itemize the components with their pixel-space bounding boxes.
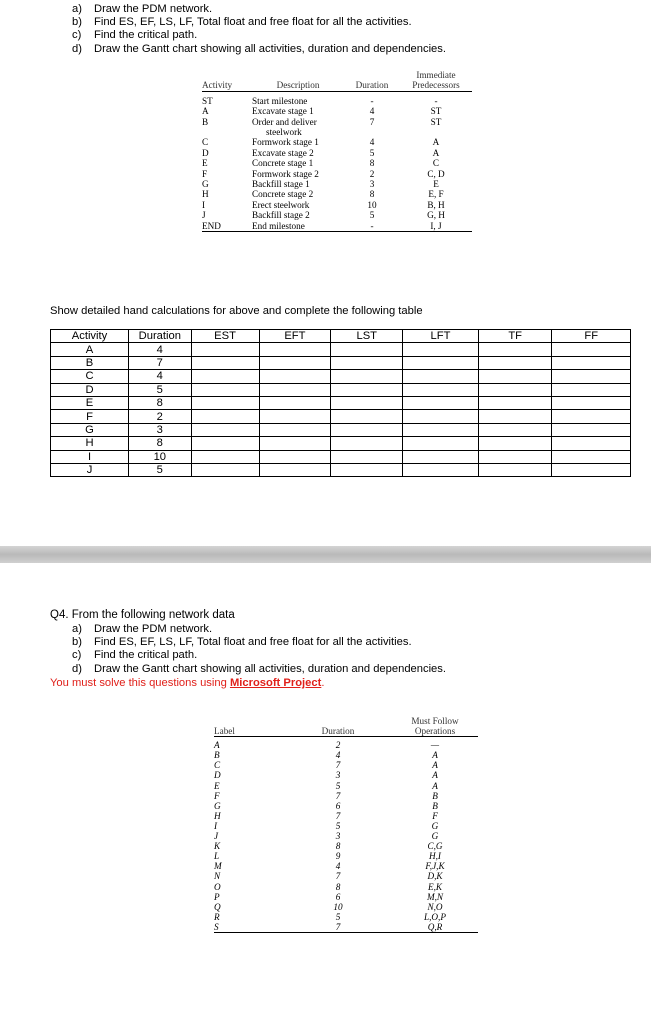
- calc-lst-cell[interactable]: [331, 410, 403, 423]
- cell-follow: D,K: [427, 871, 443, 882]
- cell-activity: D: [202, 147, 209, 158]
- calc-row: [51, 437, 631, 450]
- calc-ff-cell[interactable]: [552, 343, 631, 356]
- calc-eft-cell[interactable]: [259, 423, 331, 436]
- cell-duration: 5: [335, 911, 341, 922]
- cell-duration: 7: [284, 922, 392, 933]
- table-row: [202, 221, 472, 232]
- calc-row: [51, 383, 631, 396]
- cell-activity: C: [202, 137, 209, 148]
- cell-duration: 5: [369, 147, 375, 158]
- cell-duration: 8: [335, 841, 341, 852]
- calc-lst-cell[interactable]: [331, 343, 403, 356]
- cell-pred: G, H: [427, 210, 445, 221]
- cell-activity: G: [202, 179, 209, 190]
- calc-header-duration: Duration: [129, 330, 192, 343]
- cell-description: Backfill stage 2: [252, 210, 310, 221]
- q3-activity-table: [202, 70, 472, 232]
- cell-description: Concrete stage 2: [252, 189, 314, 200]
- calc-ff-cell[interactable]: [552, 450, 631, 463]
- table-row: [214, 871, 478, 881]
- header-description: Description: [252, 70, 344, 91]
- table-row: [214, 770, 478, 780]
- cell-follow: M,N: [426, 891, 444, 902]
- cell-duration: 8: [369, 189, 375, 200]
- table-row: [214, 851, 478, 861]
- table-row: [214, 912, 478, 922]
- calc-activity: C: [51, 370, 129, 383]
- calc-lft-cell[interactable]: [403, 410, 479, 423]
- table-row: [202, 117, 472, 127]
- calc-header-eft: EFT: [259, 330, 331, 343]
- calc-activity: I: [51, 450, 129, 463]
- cell-duration: 5: [369, 210, 375, 221]
- calc-eft-cell[interactable]: [259, 356, 331, 369]
- calc-est-cell[interactable]: [191, 396, 259, 409]
- header-predecessors: Immediate Predecessors: [400, 70, 472, 91]
- calc-header-tf: TF: [478, 330, 552, 343]
- cell-follow: L,O,P: [424, 911, 446, 922]
- cell-duration: 10: [333, 901, 343, 912]
- cell-duration: 4: [335, 861, 341, 872]
- cell-pred: B, H: [427, 199, 445, 210]
- calc-row: [51, 396, 631, 409]
- cell-pred: [400, 127, 472, 137]
- table-row: [202, 169, 472, 179]
- cell-duration: -: [370, 95, 374, 106]
- calc-tf-cell[interactable]: [478, 370, 552, 383]
- calc-tf-cell[interactable]: [478, 423, 552, 436]
- table-row: [202, 106, 472, 116]
- table-row: [202, 179, 472, 189]
- table-row: [214, 922, 478, 933]
- cell-pred: -: [434, 95, 438, 106]
- cell-duration: 9: [335, 851, 341, 862]
- cell-duration: 7: [335, 810, 341, 821]
- task-marker: c): [72, 649, 82, 662]
- cell-description: Formwork stage 1: [252, 137, 319, 148]
- cell-label: O: [214, 881, 221, 892]
- cell-label: S: [214, 922, 284, 933]
- task-item: [72, 29, 446, 42]
- calc-header-lst: LST: [331, 330, 403, 343]
- q3-task-list: [72, 3, 446, 56]
- header-activity: Activity: [202, 70, 252, 91]
- cell-description: Backfill stage 1: [252, 179, 310, 190]
- calc-activity: D: [51, 383, 129, 396]
- table-row: [202, 137, 472, 147]
- calc-ff-cell[interactable]: [552, 437, 631, 450]
- calc-lft-cell[interactable]: [403, 423, 479, 436]
- cell-follow: A: [432, 770, 438, 781]
- instruction-text: Show detailed hand calculations for above and complete the following table: [50, 305, 423, 317]
- cell-duration: 6: [335, 800, 341, 811]
- cell-label: H: [214, 810, 221, 821]
- cell-pred: E: [433, 179, 439, 190]
- calc-header-lft: LFT: [403, 330, 479, 343]
- calc-lst-cell[interactable]: [331, 383, 403, 396]
- table-row: [202, 127, 472, 137]
- table-row: [202, 148, 472, 158]
- cell-pred: C, D: [427, 168, 445, 179]
- calc-eft-cell[interactable]: [259, 450, 331, 463]
- cell-pred: ST: [430, 106, 442, 117]
- task-text: Draw the Gantt chart showing all activities, duration and dependencies.: [94, 662, 446, 675]
- task-marker: d): [72, 42, 82, 55]
- calc-est-cell[interactable]: [191, 383, 259, 396]
- calc-duration: 5: [129, 383, 192, 396]
- table-row: [214, 811, 478, 821]
- header-duration: Duration: [284, 716, 392, 737]
- calc-duration: 4: [129, 370, 192, 383]
- calc-ff-cell[interactable]: [552, 383, 631, 396]
- calc-tf-cell[interactable]: [478, 450, 552, 463]
- cell-description: Excavate stage 2: [252, 147, 314, 158]
- cell-duration: 10: [367, 199, 377, 210]
- calc-header-est: EST: [191, 330, 259, 343]
- cell-pred: E, F: [428, 189, 444, 200]
- calc-est-cell[interactable]: [191, 450, 259, 463]
- calc-ff-cell[interactable]: [552, 370, 631, 383]
- task-text: Draw the PDM network.: [94, 3, 213, 15]
- calc-ff-cell[interactable]: [552, 410, 631, 423]
- cell-duration: 4: [369, 106, 375, 117]
- calc-tf-cell[interactable]: [478, 437, 552, 450]
- cell-label: F: [214, 790, 220, 801]
- calc-activity: E: [51, 396, 129, 409]
- cell-duration: 3: [335, 831, 341, 842]
- cell-pred: A: [432, 147, 440, 158]
- calc-duration: 8: [129, 396, 192, 409]
- cell-activity: A: [202, 106, 209, 117]
- cell-description: Excavate stage 1: [252, 106, 314, 117]
- cell-follow: A: [432, 780, 438, 791]
- calc-tf-cell[interactable]: [478, 383, 552, 396]
- calc-duration: 7: [129, 356, 192, 369]
- header-must-follow: Must Follow Operations: [392, 716, 478, 737]
- calc-tf-cell[interactable]: [478, 463, 552, 476]
- cell-label: G: [214, 800, 221, 811]
- cell-label: L: [214, 851, 220, 862]
- cell-activity: ST: [202, 95, 213, 106]
- calc-header-ff: FF: [552, 330, 631, 343]
- cell-pred: I, J: [400, 221, 472, 232]
- calc-tf-cell[interactable]: [478, 343, 552, 356]
- calc-duration: 10: [129, 450, 192, 463]
- calc-ff-cell[interactable]: [552, 423, 631, 436]
- calc-duration: 8: [129, 437, 192, 450]
- calc-lst-cell[interactable]: [331, 396, 403, 409]
- task-item: [72, 663, 446, 676]
- calc-activity: H: [51, 437, 129, 450]
- cell-description: Erect steelwork: [252, 199, 310, 210]
- cell-duration: -: [344, 221, 400, 232]
- calc-duration: 5: [129, 463, 192, 476]
- table-row: [202, 158, 472, 168]
- calc-ff-cell[interactable]: [552, 356, 631, 369]
- cell-activity: H: [202, 189, 209, 200]
- cell-follow: H,I: [429, 851, 441, 862]
- task-item: [72, 3, 446, 16]
- table-row: [202, 200, 472, 210]
- task-marker: b): [72, 636, 82, 649]
- cell-label: R: [214, 911, 220, 922]
- calc-lft-cell[interactable]: [403, 343, 479, 356]
- calc-eft-cell[interactable]: [259, 463, 331, 476]
- calc-est-cell[interactable]: [191, 343, 259, 356]
- task-text: Find the critical path.: [94, 649, 198, 662]
- table-row: [214, 861, 478, 871]
- cell-follow: F: [432, 810, 438, 821]
- cell-description: End milestone: [252, 221, 344, 232]
- q4-title: Q4. From the following network data: [50, 609, 235, 621]
- page-divider: [0, 546, 651, 563]
- calc-row: [51, 356, 631, 369]
- calc-lft-cell[interactable]: [403, 437, 479, 450]
- task-marker: c): [72, 29, 82, 42]
- cell-pred: ST: [430, 116, 442, 127]
- cell-duration: 7: [369, 116, 375, 127]
- task-marker: b): [72, 16, 82, 29]
- cell-follow: C,G: [427, 841, 443, 852]
- cell-description: steelwork: [266, 127, 302, 138]
- calc-eft-cell[interactable]: [259, 343, 331, 356]
- cell-pred: A: [432, 137, 440, 148]
- calc-eft-cell[interactable]: [259, 383, 331, 396]
- cell-duration: 2: [335, 740, 341, 751]
- q4-operations-table: [214, 716, 478, 933]
- calc-est-cell[interactable]: [191, 423, 259, 436]
- cell-label: A: [214, 740, 220, 751]
- task-item: [72, 649, 446, 662]
- cell-label: E: [214, 780, 220, 791]
- task-text: Find ES, EF, LS, LF, Total float and free float for all the activities.: [94, 16, 412, 29]
- cell-follow: B: [432, 800, 438, 811]
- table-row: [214, 760, 478, 770]
- table-row: [214, 892, 478, 902]
- calc-lst-cell[interactable]: [331, 463, 403, 476]
- calc-lft-cell[interactable]: [403, 383, 479, 396]
- calc-lst-cell[interactable]: [331, 437, 403, 450]
- task-marker: a): [72, 3, 82, 15]
- task-text: Draw the Gantt chart showing all activities, duration and dependencies.: [94, 42, 446, 55]
- task-item: [72, 16, 446, 29]
- calc-ff-cell[interactable]: [552, 396, 631, 409]
- cell-duration: 4: [335, 750, 341, 761]
- table-row: [214, 781, 478, 791]
- table-row: [214, 801, 478, 811]
- cell-duration: 8: [335, 881, 341, 892]
- calc-activity: B: [51, 356, 129, 369]
- table-row: [202, 189, 472, 199]
- task-text: Draw the PDM network.: [94, 623, 213, 635]
- table-row: [202, 91, 472, 106]
- cell-label: Q: [214, 901, 221, 912]
- table-row: [214, 902, 478, 912]
- cell-label: C: [214, 760, 221, 771]
- calc-header-activity: Activity: [51, 330, 129, 343]
- calc-activity: F: [51, 410, 129, 423]
- cell-pred: C: [432, 158, 440, 169]
- cell-label: P: [214, 891, 220, 902]
- cell-follow: G: [431, 831, 439, 842]
- calc-row: [51, 410, 631, 423]
- cell-activity: [202, 127, 252, 137]
- cell-duration: 7: [335, 871, 341, 882]
- calc-activity: A: [51, 343, 129, 356]
- cell-label: J: [214, 831, 219, 842]
- cell-duration: 7: [335, 790, 341, 801]
- calc-row: [51, 423, 631, 436]
- cell-duration: 8: [369, 158, 375, 169]
- cell-activity: I: [202, 199, 206, 210]
- calc-est-cell[interactable]: [191, 463, 259, 476]
- cell-duration: [344, 127, 400, 137]
- task-marker: a): [72, 623, 82, 635]
- calc-ff-cell[interactable]: [552, 463, 631, 476]
- cell-follow: N,O: [427, 901, 443, 912]
- calc-tf-cell[interactable]: [478, 410, 552, 423]
- q4-software-note: You must solve this questions using Microsoft Project.: [50, 677, 325, 689]
- calc-activity: G: [51, 423, 129, 436]
- calc-lft-cell[interactable]: [403, 356, 479, 369]
- table-row: [214, 882, 478, 892]
- table-row: [214, 750, 478, 760]
- cell-description: Concrete stage 1: [252, 158, 314, 169]
- cell-activity: J: [202, 210, 206, 221]
- calc-eft-cell[interactable]: [259, 396, 331, 409]
- cell-duration: 2: [369, 168, 375, 179]
- cell-activity: F: [202, 168, 208, 179]
- cell-label: D: [214, 770, 221, 781]
- cell-follow: G: [431, 820, 439, 831]
- calc-lst-cell[interactable]: [331, 450, 403, 463]
- cell-follow: B: [432, 790, 438, 801]
- calculation-table: [50, 329, 631, 477]
- calc-est-cell[interactable]: [191, 356, 259, 369]
- calc-row: [51, 343, 631, 356]
- cell-description: Start milestone: [252, 95, 308, 106]
- cell-duration: 7: [335, 760, 341, 771]
- task-text: Find ES, EF, LS, LF, Total float and free float for all the activities.: [94, 636, 412, 649]
- cell-label: M: [214, 861, 222, 872]
- calc-lft-cell[interactable]: [403, 463, 479, 476]
- cell-activity: END: [202, 221, 252, 232]
- calc-lst-cell[interactable]: [331, 370, 403, 383]
- calc-est-cell[interactable]: [191, 370, 259, 383]
- calc-lst-cell[interactable]: [331, 356, 403, 369]
- calc-lft-cell[interactable]: [403, 396, 479, 409]
- cell-label: I: [214, 820, 218, 831]
- table-row: [214, 841, 478, 851]
- cell-duration: 5: [335, 780, 341, 791]
- calc-est-cell[interactable]: [191, 410, 259, 423]
- table-row: [202, 210, 472, 220]
- calc-eft-cell[interactable]: [259, 410, 331, 423]
- calc-est-cell[interactable]: [191, 437, 259, 450]
- cell-follow: Q,R: [392, 922, 478, 933]
- calc-lft-cell[interactable]: [403, 450, 479, 463]
- cell-duration: 5: [335, 820, 341, 831]
- cell-activity: B: [202, 116, 209, 127]
- calc-eft-cell[interactable]: [259, 370, 331, 383]
- cell-follow: A: [432, 750, 438, 761]
- q4-task-list: [72, 623, 446, 676]
- calc-activity: J: [51, 463, 129, 476]
- cell-activity: E: [202, 158, 208, 169]
- table-row: [214, 821, 478, 831]
- calc-row: [51, 370, 631, 383]
- cell-duration: 4: [369, 137, 375, 148]
- cell-duration: 3: [369, 179, 375, 190]
- cell-duration: 3: [335, 770, 341, 781]
- cell-label: B: [214, 750, 220, 761]
- calc-row: [51, 463, 631, 476]
- calc-tf-cell[interactable]: [478, 356, 552, 369]
- calc-duration: 4: [129, 343, 192, 356]
- table-row: [214, 737, 478, 751]
- task-text: Find the critical path.: [94, 29, 198, 42]
- calc-duration: 3: [129, 423, 192, 436]
- cell-follow: F,J,K: [425, 861, 445, 872]
- microsoft-project-link[interactable]: Microsoft Project: [229, 677, 322, 689]
- cell-duration: 6: [335, 891, 341, 902]
- cell-label: K: [214, 841, 221, 852]
- task-item: [72, 623, 446, 636]
- cell-description: Formwork stage 2: [252, 168, 319, 179]
- task-item: [72, 636, 446, 649]
- cell-label: N: [214, 871, 221, 882]
- cell-description: Order and deliver: [252, 116, 317, 127]
- table-row: [214, 791, 478, 801]
- calc-lst-cell[interactable]: [331, 423, 403, 436]
- calc-lft-cell[interactable]: [403, 370, 479, 383]
- cell-follow: —: [430, 740, 440, 751]
- cell-follow: E,K: [427, 881, 443, 892]
- calc-eft-cell[interactable]: [259, 437, 331, 450]
- header-duration: Duration: [344, 70, 400, 91]
- cell-follow: A: [432, 760, 438, 771]
- task-marker: d): [72, 662, 82, 675]
- calc-row: [51, 450, 631, 463]
- table-row: [214, 831, 478, 841]
- task-item: [72, 43, 446, 56]
- calc-tf-cell[interactable]: [478, 396, 552, 409]
- calc-duration: 2: [129, 410, 192, 423]
- header-label: Label: [214, 716, 284, 737]
